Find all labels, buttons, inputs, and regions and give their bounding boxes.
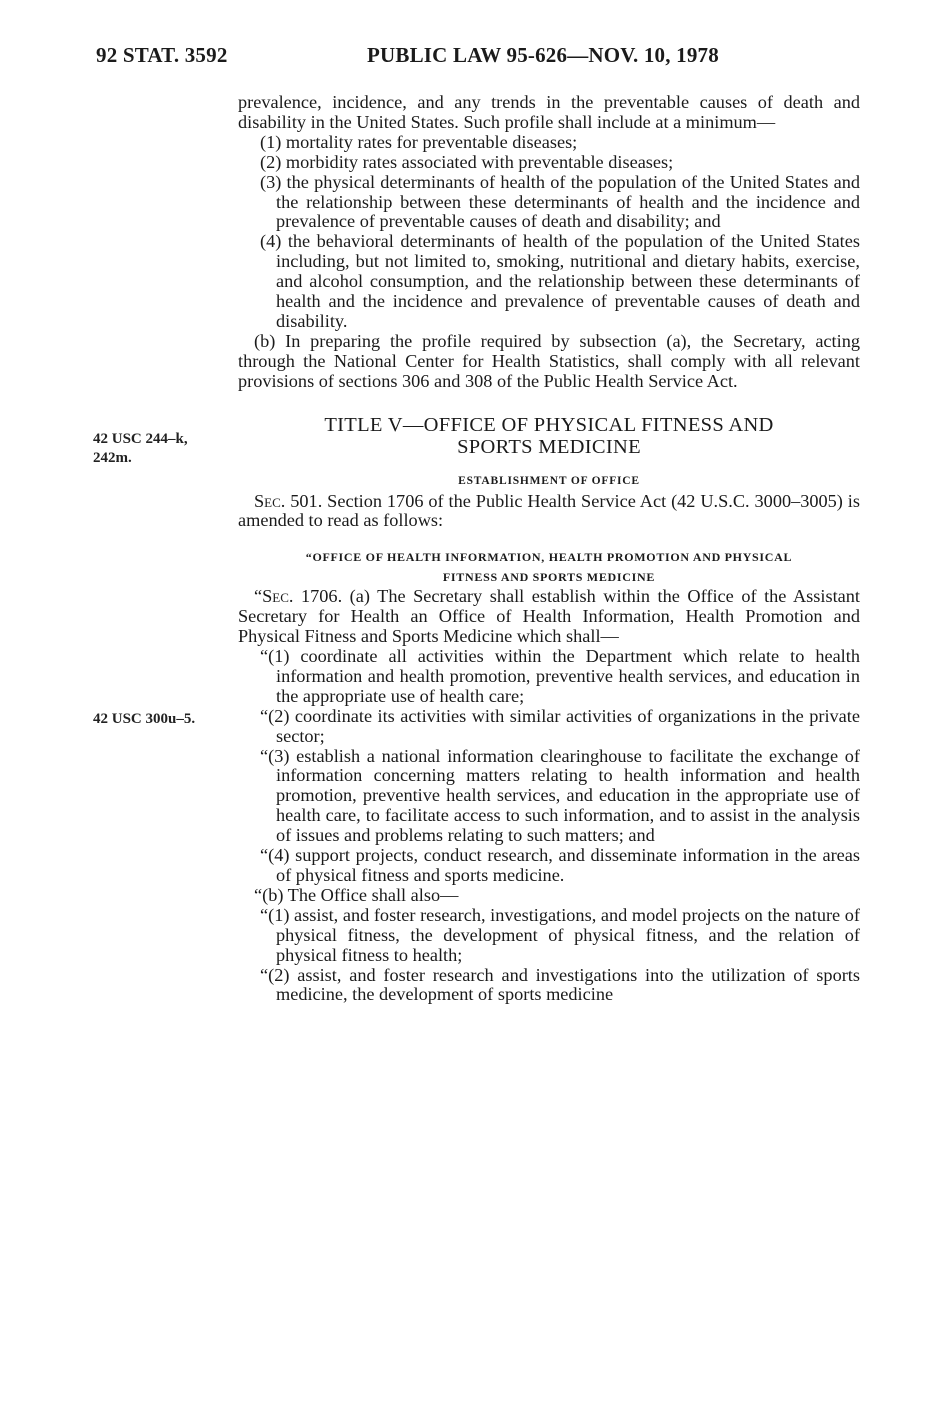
body-text — [238, 93, 860, 1005]
paragraph-subsection-b: (b) In preparing the profile required by subsection (a), the Secretary, acting through the National Center for Health Statistics, shall comply with all relevant provisions of sections 306 and 308 of the Public Health Service Act. — [238, 330, 860, 391]
list-item-sports-medicine-research: “(2) assist, and foster research and investigations into the utilization of sports medicine, the development of sports medicine — [260, 964, 860, 1005]
list-item-morbidity: (2) morbidity rates associated with preventable diseases; — [260, 151, 674, 172]
list-item-clearinghouse: “(3) establish a national information clearinghouse to facilitate the exchange of information concerning matters relating to health information and health promotion, preventive health services, and education in the appropriate use of health care, to facilitate access to such information, and to assist in the analysis of issues and problems relating to such matters; and — [260, 745, 860, 846]
section-1706-heading — [238, 547, 860, 587]
statute-citation: 92 STAT. 3592 — [96, 43, 228, 67]
paragraph-sec-501 — [238, 492, 860, 532]
section-label: Sec. — [254, 490, 286, 511]
establishment-heading: ESTABLISHMENT OF OFFICE — [458, 474, 640, 487]
section-text: 501. Section 1706 of the Public Health Service Act (42 U.S.C. 3000–3005) is amended to read as follows: — [238, 490, 860, 531]
section-text: 1706. (a) The Secretary shall establish within the Office of the Assistant Secretary for Health an Office of Health Information, Health Promotion and Physical Fitness and Sports Medicine which shall— — [238, 586, 860, 647]
list-item-coordinate-activities: “(1) coordinate all activities within the Department which relate to health information and health promotion, preventive health services, and education in the appropriate use of health care; — [260, 646, 860, 706]
paragraph-subsection-b-office: “(b) The Office shall also— — [254, 884, 459, 905]
section-heading-line: FITNESS AND SPORTS MEDICINE — [442, 570, 656, 585]
section-heading-line: “OFFICE OF HEALTH INFORMATION, HEALTH PROMOTION AND PHYSICAL — [305, 550, 793, 565]
title-line: SPORTS MEDICINE — [457, 435, 641, 458]
title-heading — [238, 414, 860, 458]
public-law-heading: PUBLIC LAW 95-626—NOV. 10, 1978 — [367, 43, 719, 67]
list-item-physical-fitness-research: “(1) assist, and foster research, investigations, and model projects on the nature of physical fitness, the development of physical fitness, and the relation of physical fitness to health; — [260, 904, 860, 965]
list-item-mortality: (1) mortality rates for preventable diseases; — [260, 131, 578, 152]
paragraph-profile-intro: prevalence, incidence, and any trends in the preventable causes of death and disability in the United States. Such profile shall include at a minimum— — [238, 92, 860, 132]
list-item-coordinate-private: “(2) coordinate its activities with similar activities of organizations in the private sector; — [260, 705, 860, 746]
margin-note-line: 42 USC 244–k, — [93, 431, 188, 447]
margin-note-usc-244k — [93, 430, 223, 468]
section-label: “Sec. — [254, 586, 294, 607]
list-item-support-projects: “(4) support projects, conduct research, and disseminate information in the areas of physical fitness and sports medicine. — [260, 845, 860, 885]
margin-note-usc-300u5: 42 USC 300u–5. — [93, 711, 196, 727]
list-item-physical-determinants: (3) the physical determinants of health of the population of the United States and the relationship between these determinants of health and the incidence and prevalence of preventable causes of death and disability; and — [260, 171, 860, 232]
paragraph-sec-1706 — [238, 587, 860, 647]
margin-note-line: 242m. — [93, 450, 132, 466]
title-line: TITLE V—OFFICE OF PHYSICAL FITNESS AND — [324, 413, 774, 436]
list-item-behavioral-determinants: (4) the behavioral determinants of health of the population of the United States including, but not limited to, smoking, nutritional and dietary habits, exercise, and alcohol consumption, and the relationship between these determinants of health and the incidence and prevalence of preventable causes of death and disability. — [260, 231, 860, 331]
